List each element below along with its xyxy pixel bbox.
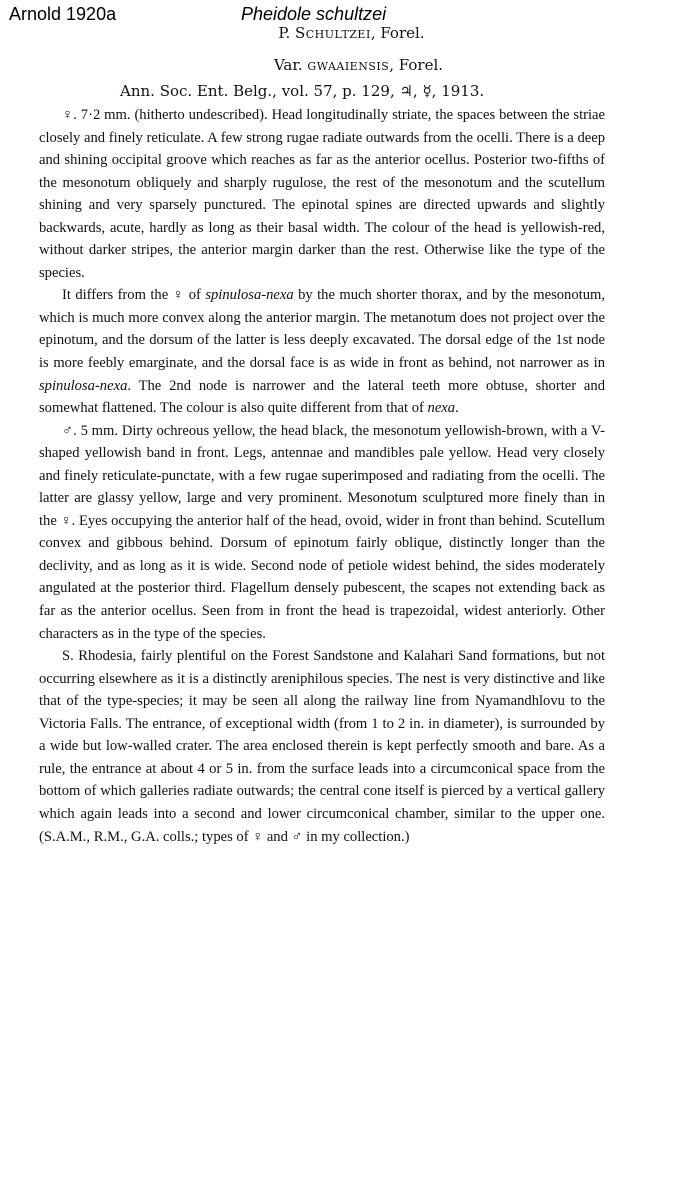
species-title [0, 24, 673, 42]
male-description: ♂. 5 mm. Dirty ochreous yellow, the head black, the mesonotum yellowish-brown, with a V-shaped yellowish band in front. Legs, antennae and mandibles pale yellow. Head very closely and finely reticulate-punctate, with a few rugae superimposed and radiating from the ocelli. The latter are glassy yellow, large and very prominent. Mesonotum sculptured more finely than in the ♀. Eyes occupying the anterior half of the head, ovoid, wider in front than behind. Scutellum convex and gibbous behind. Dorsum of epinotum fairly oblique, distinctly longer than the declivity, and as long as it is wide. Second node of petiole widest behind, the sides moderately angulated at the posterior third. Flagellum densely pubescent, the scapes not extending back as far as the anterior ocellus. Seen from in front the head is trapezoidal, widest anteriorly. Other characters as in the type of the species. [39, 422, 605, 642]
description-body [39, 104, 605, 848]
comparison-text: It differs from the ♀ of [62, 287, 206, 304]
species-ref: spinulosa-nexa [39, 377, 128, 394]
comparison-text: by the much shorter thorax, and by the mesonotum, which is much more convex along the anterior margin. The metanotum does not project over the epinotum, and the dorsum of the latter is less deeply excavated. The dorsal edge of the 1st node is more feebly emarginate, and the dorsal face is as wide in front as behind, not narrower as in [39, 287, 605, 372]
variety-title [0, 56, 673, 74]
bibliographic-reference: Ann. Soc. Ent. Belg., vol. 57, p. 129, ♃, ☿, 1913. [120, 82, 485, 100]
citation-label: Arnold 1920a [9, 4, 117, 24]
title-author: , Forel. [370, 24, 425, 42]
variety-author: , Forel. [389, 56, 444, 74]
title-species-name: Schultzei [294, 24, 371, 42]
variety-name: gwaaiensis [307, 56, 390, 74]
comparison-text: . The 2nd node is narrower and the lateral teeth more obtuse, shorter and somewhat flattened. The colour is also quite different from that of [39, 377, 605, 417]
variety-prefix: Var. [273, 56, 308, 74]
species-ref: spinulosa-nexa [205, 287, 294, 304]
comparison-paragraph [39, 284, 605, 419]
comparison-text: . [455, 400, 459, 417]
species-ref: nexa [427, 400, 456, 417]
title-prefix: P. [278, 24, 295, 42]
female-description: ♀. 7·2 mm. (hitherto undescribed). Head longitudinally striate, the spaces between the striae closely and finely reticulate. A few strong rugae radiate outwards from the ocelli. There is a deep and shining occipital groove which reaches as far as the anterior ocellus. Posterior two-fifths of the mesonotum obliquely and sharply rugulose, the rest of the mesonotum and the scutellum shining and very sparsely punctured. The epinotal spines are directed upwards and slightly backwards, acute, hardly as long as their basal width. The colour of the head is yellowish-red, without darker stripes, the anterior margin darker than the rest. Otherwise like the type of the species. [39, 107, 605, 281]
species-heading: Pheidole schultzei [241, 4, 387, 24]
distribution-paragraph: S. Rhodesia, fairly plentiful on the Forest Sandstone and Kalahari Sand formations, but not occurring elsewhere as it is a distinctly areniphilous species. The nest is very distinctive and like that of the type-species; it may be seen all along the railway line from Nyamandhlovu to the Victoria Falls. The entrance, of exceptional width (from 1 to 2 in. in diameter), is surrounded by a wide but low-walled crater. The area enclosed therein is kept perfectly smooth and bare. As a rule, the entrance at about 4 or 5 in. from the surface leads into a circumconical space from the bottom of which galleries radiate outwards; the central cone itself is pierced by a vertical gallery which again leads into a second and lower circumconical chamber, similar to the upper one. (S.A.M., R.M., G.A. colls.; types of ♀ and ♂ in my collection.) [39, 648, 605, 845]
